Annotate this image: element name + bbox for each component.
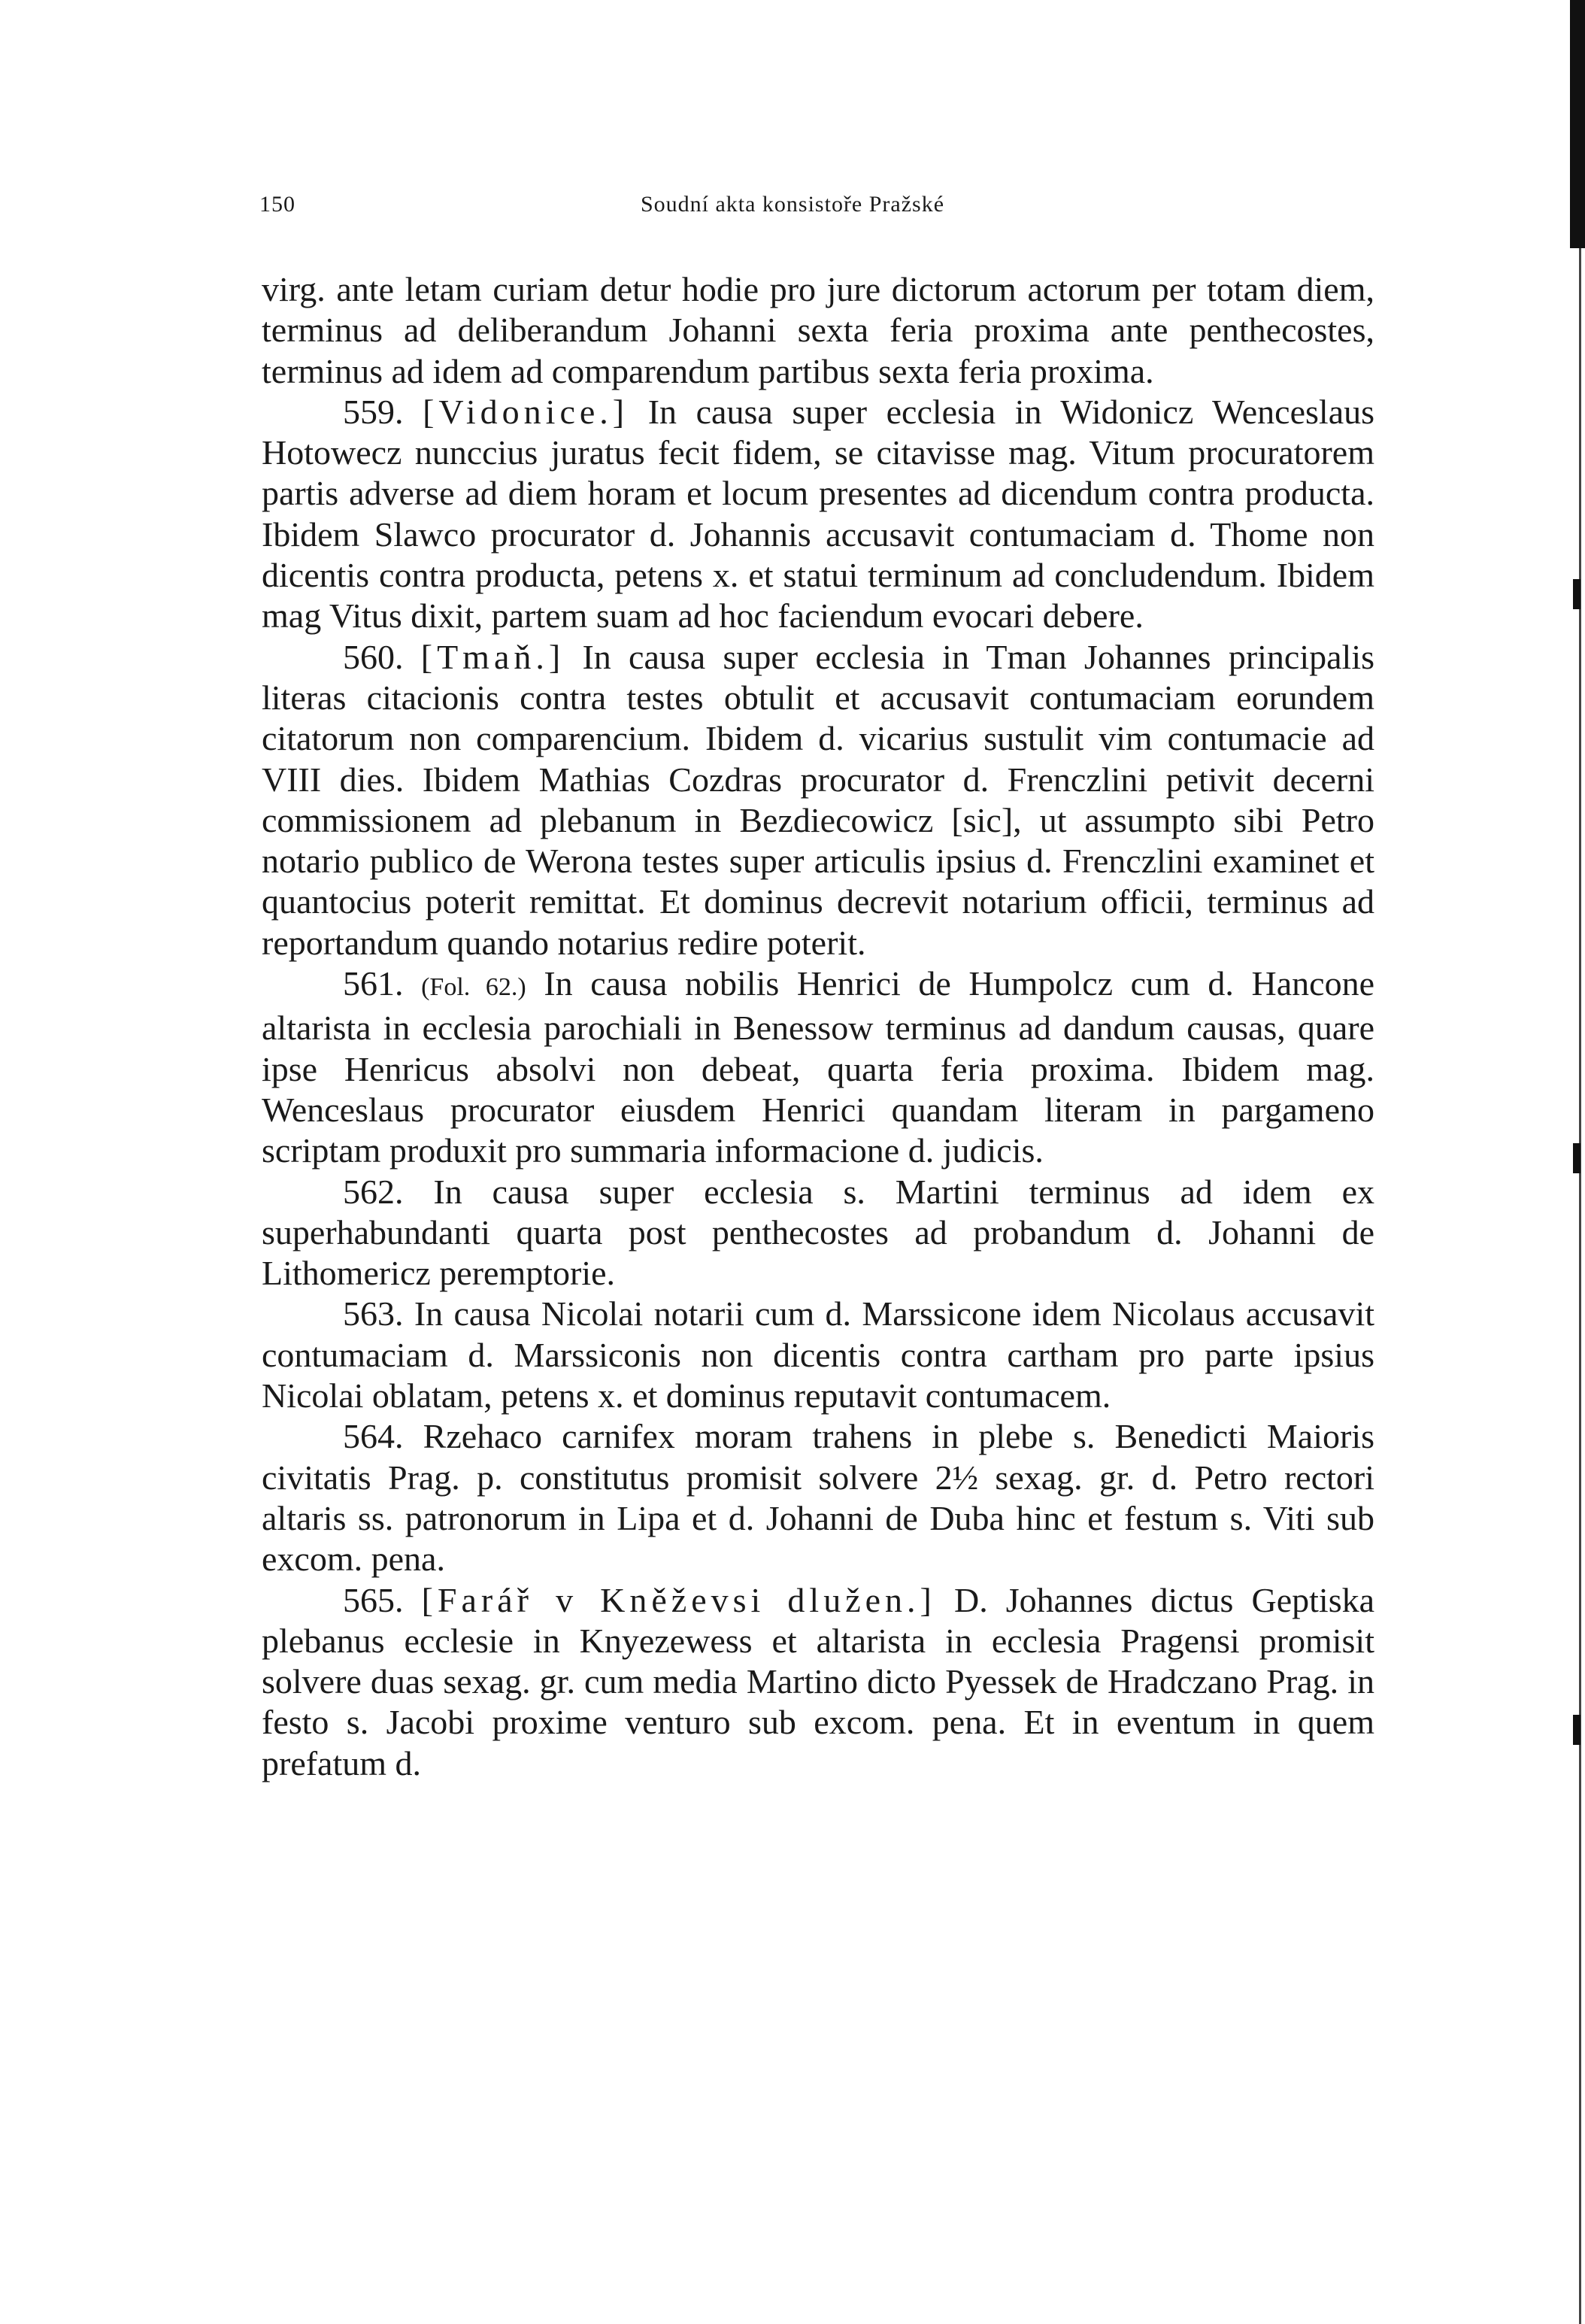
entry-560 <box>262 637 1374 963</box>
entry-text: Rzehaco carnifex moram trahens in plebe s. Benedicti Maioris civitatis Prag. p. constitutus promisit solvere 2½ sexag. gr. d. Petro rectori altaris ss. patronorum in Lipa et d. Johanni de Duba hinc et festum s. Viti sub excom. pena. <box>262 1417 1374 1579</box>
paragraph-continuation <box>262 269 1374 392</box>
entry-rubric: [Vidonice.] <box>423 392 629 431</box>
scan-edge-mark <box>1573 1715 1580 1745</box>
entry-number: 565. <box>343 1580 404 1619</box>
entry-text: In causa super ecclesia s. Martini terminus ad idem ex superhabundanti quarta post penthecostes ad probandum d. Johanni de Lithomericz peremptorie. <box>262 1172 1375 1293</box>
entry-number: 563. <box>343 1294 404 1333</box>
entry-text: In causa super ecclesia in Widonicz Wenceslaus Hotowecz nunccius juratus fecit fidem, se citavisse mag. Vitum procuratorem partis adverse ad diem horam et locum presentes ad dicendum contra producta. Ibidem Slawco procurator d. Johannis accusavit contumaciam d. Thome non dicentis contra producta, petens x. et statui terminum ad concludendum. Ibidem mag Vitus dixit, partem suam ad hoc faciendum evocari debere. <box>262 392 1375 636</box>
scan-edge-mark <box>1573 1143 1580 1173</box>
body-text <box>262 269 1374 1784</box>
entry-565 <box>262 1580 1374 1784</box>
scan-edge-mark <box>1573 579 1580 609</box>
entry-563 <box>262 1294 1374 1416</box>
entry-number: 561. <box>343 964 404 1003</box>
entry-rubric: [Farář v Kněževsi dlužen.] <box>421 1580 936 1619</box>
page-number: 150 <box>259 192 295 217</box>
entry-rubric: [Tmaň.] <box>420 637 565 676</box>
entry-number: 562. <box>343 1172 404 1211</box>
entry-text: In causa Nicolai notarii cum d. Marssicone idem Nicolaus accusavit contumaciam d. Marssiconis non dicentis contra cartham pro parte ipsius Nicolai oblatam, petens x. et dominus reputavit contumacem. <box>262 1294 1374 1415</box>
folio-marker: (Fol. 62.) <box>421 973 526 1002</box>
entry-text: In causa super ecclesia in Tman Johannes principalis literas citacionis contra testes obtulit et accusavit contumaciam eorundem citatorum non comparencium. Ibidem d. vicarius sustulit vim contumacie ad VIII dies. Ibidem Mathias Cozdras procurator d. Frenczlini petivit decerni commissionem ad plebanum in Bezdiecowicz [sic], ut assumpto sibi Petro notario publico de Werona testes super articulis ipsius d. Frenczlini examinet et quantocius poterit remittat. Et dominus decrevit notarium officii, terminus ad reportandum quando notarius redire poterit. <box>262 637 1375 962</box>
paragraph-text: virg. ante letam curiam detur hodie pro jure dictorum actorum per totam diem, terminus ad deliberandum Johanni sexta feria proxima ante penthecostes, terminus ad idem ad comparendum partibus sexta feria proxima. <box>262 270 1374 390</box>
entry-564 <box>262 1416 1374 1579</box>
entry-561 <box>262 963 1374 1171</box>
running-title: Soudní akta konsistoře Pražské <box>640 192 945 217</box>
scan-edge-top <box>1570 0 1585 248</box>
entry-562 <box>262 1172 1374 1294</box>
entry-text: D. Johannes dictus Geptiska plebanus ecclesie in Knyezewess et altarista in ecclesia Pragensi promisit solvere duas sexag. gr. cum media Martino dicto Pyessek de Hradczano Prag. in festo s. Jacobi proxime venturo sub excom. pena. Et in eventum in quem prefatum d. <box>262 1580 1375 1782</box>
entry-number: 560. <box>343 637 404 676</box>
entry-number: 564. <box>343 1417 404 1456</box>
entry-text: In causa nobilis Henrici de Humpolcz cum d. Hancone altarista in ecclesia parochiali in Benessow terminus ad dandum causas, quare ipse Henricus absolvi non debeat, quarta feria proxima. Ibidem mag. Wenceslaus procurator eiusdem Henrici quandam literam in pargameno scriptam produxit pro summaria informacione d. judicis. <box>262 964 1375 1170</box>
entry-559 <box>262 392 1374 637</box>
scan-edge-line <box>1579 248 1581 2324</box>
entry-number: 559. <box>343 392 404 431</box>
